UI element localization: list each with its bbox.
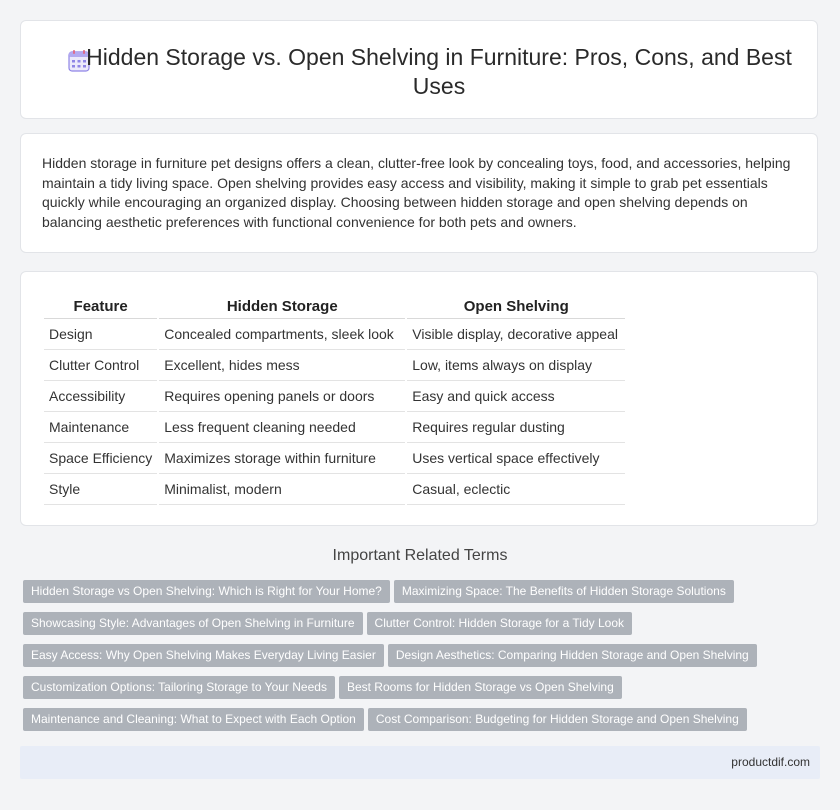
- header-card: [20, 20, 818, 119]
- table-header-row: [44, 294, 625, 319]
- table-row: [44, 412, 625, 443]
- table-cell: Casual, eclectic: [407, 474, 625, 505]
- table-row: [44, 350, 625, 381]
- table-cell: Design: [44, 319, 157, 350]
- table-cell: Accessibility: [44, 381, 157, 412]
- table-cell: Low, items always on display: [407, 350, 625, 381]
- footer: [20, 746, 820, 779]
- table-cell: Visible display, decorative appeal: [407, 319, 625, 350]
- table-cell: Clutter Control: [44, 350, 157, 381]
- column-header-feature: Feature: [44, 294, 157, 319]
- related-term-tag[interactable]: Cost Comparison: Budgeting for Hidden Storage and Open Shelving: [368, 708, 747, 731]
- table-cell: Style: [44, 474, 157, 505]
- column-header-open-shelving: Open Shelving: [407, 294, 625, 319]
- comparison-card: [20, 271, 818, 526]
- table-cell: Minimalist, modern: [159, 474, 405, 505]
- related-term-tag[interactable]: Easy Access: Why Open Shelving Makes Everyday Living Easier: [23, 644, 384, 667]
- table-row: [44, 474, 625, 505]
- table-row: [44, 319, 625, 350]
- footer-site-link[interactable]: productdif.com: [731, 755, 810, 769]
- table-cell: Maintenance: [44, 412, 157, 443]
- intro-paragraph: Hidden storage in furniture pet designs offers a clean, clutter-free look by concealing toys, food, and accessories, helping maintain a tidy living space. Open shelving provides easy access and visibility, making it simple to grab pet essentials quickly while encouraging an organized display. Choosing between hidden storage and open shelving depends on balancing aesthetic preferences with functional convenience for both pets and owners.: [42, 155, 791, 230]
- column-header-hidden-storage: Hidden Storage: [159, 294, 405, 319]
- table-cell: Requires opening panels or doors: [159, 381, 405, 412]
- related-term-tag[interactable]: Maintenance and Cleaning: What to Expect with Each Option: [23, 708, 364, 731]
- table-cell: Easy and quick access: [407, 381, 625, 412]
- related-term-tag[interactable]: Showcasing Style: Advantages of Open Shelving in Furniture: [23, 612, 363, 635]
- comparison-table: [42, 294, 627, 505]
- related-terms-list: [23, 580, 813, 740]
- table-cell: Maximizes storage within furniture: [159, 443, 405, 474]
- related-term-tag[interactable]: Design Aesthetics: Comparing Hidden Storage and Open Shelving: [388, 644, 757, 667]
- table-row: [44, 443, 625, 474]
- table-cell: Uses vertical space effectively: [407, 443, 625, 474]
- table-cell: Concealed compartments, sleek look: [159, 319, 405, 350]
- related-term-tag[interactable]: Hidden Storage vs Open Shelving: Which is Right for Your Home?: [23, 580, 390, 603]
- related-terms-heading: Important Related Terms: [332, 547, 508, 564]
- table-cell: Requires regular dusting: [407, 412, 625, 443]
- related-term-tag[interactable]: Clutter Control: Hidden Storage for a Tidy Look: [367, 612, 632, 635]
- related-term-tag[interactable]: Best Rooms for Hidden Storage vs Open Shelving: [339, 676, 622, 699]
- page-title: Hidden Storage vs. Open Shelving in Furniture: Pros, Cons, and Best Uses: [86, 44, 792, 99]
- table-row: [44, 381, 625, 412]
- related-term-tag[interactable]: Maximizing Space: The Benefits of Hidden Storage Solutions: [394, 580, 734, 603]
- table-cell: Less frequent cleaning needed: [159, 412, 405, 443]
- table-cell: Space Efficiency: [44, 443, 157, 474]
- intro-card: [20, 133, 818, 253]
- related-term-tag[interactable]: Customization Options: Tailoring Storage to Your Needs: [23, 676, 335, 699]
- table-cell: Excellent, hides mess: [159, 350, 405, 381]
